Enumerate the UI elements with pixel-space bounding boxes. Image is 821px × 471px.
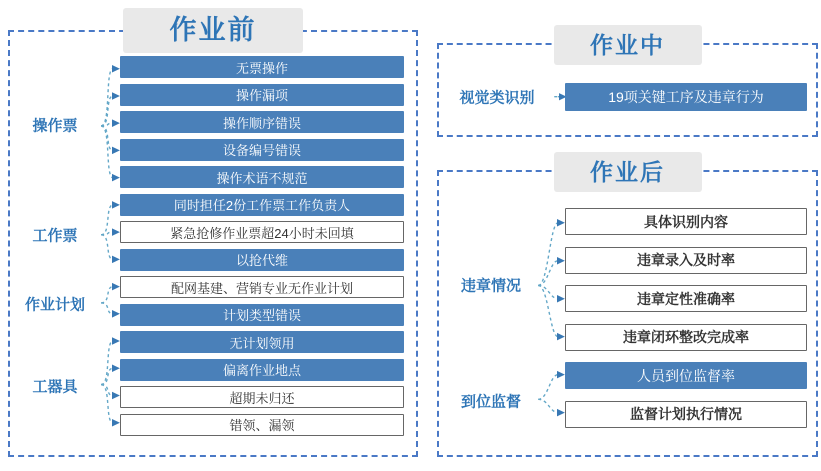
item-box — [120, 304, 404, 326]
item-box — [565, 324, 807, 351]
item-box — [120, 386, 404, 408]
item-label: 偏离作业地点 — [222, 363, 301, 378]
item-box — [120, 194, 404, 216]
item-label: 人员到位监督率 — [637, 367, 735, 384]
item-label: 无计划领用 — [229, 335, 295, 351]
category-items — [565, 208, 816, 362]
category-group — [10, 331, 416, 441]
category-items — [120, 194, 416, 277]
before-work-groups — [10, 56, 416, 441]
panel-during-work-title: 作业中 — [554, 25, 702, 65]
item-box — [565, 285, 807, 312]
item-label: 具体识别内容 — [644, 213, 728, 230]
item-box — [565, 208, 807, 235]
item-label: 配网基建、营销专业无作业计划 — [170, 280, 353, 296]
category-items — [120, 276, 416, 331]
item-label: 超期未归还 — [229, 390, 295, 406]
item-box — [120, 249, 404, 271]
category-items — [565, 362, 816, 439]
item-box — [120, 166, 404, 188]
item-label: 操作术语不规范 — [216, 170, 308, 186]
item-box — [120, 84, 404, 106]
category-label: 视觉类识别 — [459, 89, 535, 107]
item-label: 违章定性准确率 — [637, 290, 735, 307]
item-label: 违章录入及时率 — [637, 252, 735, 268]
item-label: 监督计划执行情况 — [630, 406, 742, 422]
item-box — [120, 139, 404, 161]
category-group — [10, 194, 416, 277]
item-label: 无票操作 — [235, 60, 288, 76]
category-items — [565, 83, 816, 111]
after-work-groups — [439, 208, 816, 439]
item-label: 操作顺序错误 — [222, 115, 301, 131]
category-label: 操作票 — [32, 117, 78, 135]
category-group — [10, 56, 416, 194]
category-items — [120, 331, 416, 441]
item-box — [120, 111, 404, 133]
item-box — [120, 276, 404, 298]
during-work-groups — [439, 83, 816, 111]
panel-before-work-title: 作业前 — [123, 8, 303, 53]
item-label: 以抢代维 — [235, 253, 288, 268]
category-label: 违章情况 — [460, 277, 521, 295]
category-group — [439, 83, 816, 111]
panel-after-work — [437, 159, 818, 457]
item-box — [120, 56, 404, 78]
item-box — [565, 401, 807, 428]
item-box — [565, 247, 807, 274]
category-label: 到位监督 — [460, 393, 521, 410]
item-box — [565, 83, 807, 111]
item-label: 错领、漏领 — [229, 418, 295, 433]
category-label: 工作票 — [32, 227, 78, 245]
item-label: 操作漏项 — [235, 88, 288, 103]
category-group — [439, 362, 816, 439]
category-label: 作业计划 — [24, 296, 85, 313]
item-label: 计划类型错误 — [222, 308, 301, 323]
item-label: 设备编号错误 — [222, 143, 301, 158]
item-box — [120, 414, 404, 436]
panel-before-work — [8, 15, 418, 457]
panel-during-work — [437, 32, 818, 137]
category-group — [10, 276, 416, 331]
category-label: 工器具 — [32, 378, 78, 396]
item-box — [120, 359, 404, 381]
panel-after-work-title: 作业后 — [554, 152, 702, 192]
category-items — [120, 56, 416, 194]
item-box — [120, 221, 404, 243]
item-label: 19项关键工序及违章行为 — [608, 89, 764, 105]
item-label: 同时担任2份工作票工作负责人 — [173, 198, 351, 213]
item-label: 违章闭环整改完成率 — [623, 329, 749, 345]
item-label: 紧急抢修作业票超24小时未回填 — [170, 225, 354, 241]
item-box — [120, 331, 404, 353]
category-group — [439, 208, 816, 362]
item-box — [565, 362, 807, 389]
